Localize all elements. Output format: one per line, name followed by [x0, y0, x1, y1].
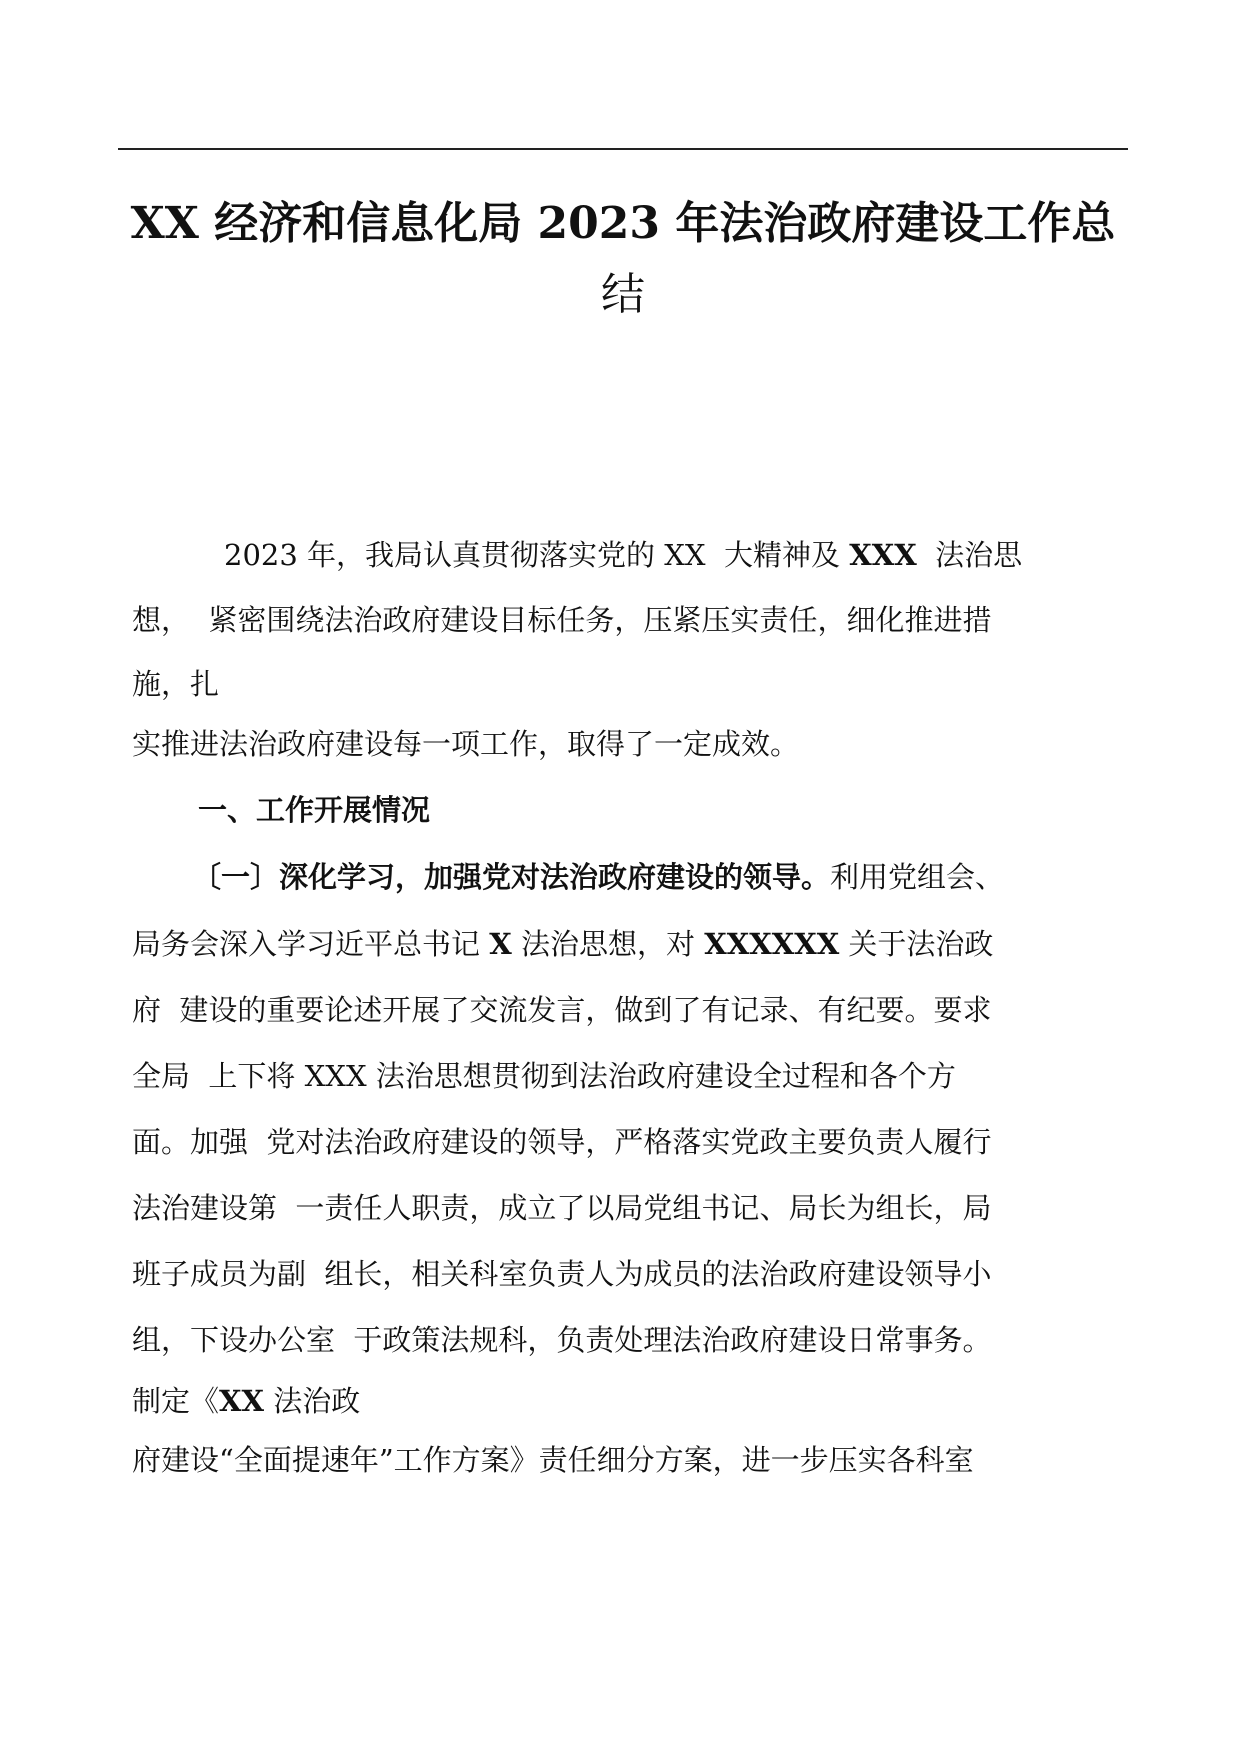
body-line-7: 组，下设办公室 于政策法规科，负责处理法治政府建设日常事务。 — [132, 1323, 992, 1357]
subsection-line-1 — [192, 857, 1192, 897]
text-segment: 法治政 — [264, 1384, 361, 1418]
section-heading: 一、工作开展情况 — [198, 793, 431, 827]
text-segment-bold: XXX — [849, 538, 917, 572]
paragraph-intro-line-1 — [132, 535, 1224, 575]
subsection-heading: 〔一〕深化学习，加强党对法治政府建设的领导。 — [192, 860, 831, 894]
text-segment: 法治思想，对 — [511, 927, 705, 961]
body-line-4: 面。加强 党对法治政府建设的领导，严格落实党政主要负责人履行 — [132, 1125, 992, 1159]
body-line-6: 班子成员为副 组长，相关科室负责人为成员的法治政府建设领导小 — [132, 1257, 992, 1291]
paragraph-intro-line-4: 实推进法治政府建设每一项工作，取得了一定成效。 — [132, 727, 800, 761]
body-line-9: 府建设“全面提速年”工作方案》责任细分方案，进一步压实各科室 — [132, 1443, 974, 1477]
body-line-5: 法治建设第 一责任人职责，成立了以局党组书记、局长为组长，局 — [132, 1191, 992, 1225]
body-line-8 — [132, 1381, 1132, 1421]
body-line-2: 府 建设的重要论述开展了交流发言，做到了有记录、有纪要。要求 — [132, 993, 992, 1027]
text-segment: 全局 上下将 — [132, 1059, 305, 1093]
text-segment: 局务会深入学习近平总书记 — [132, 927, 490, 961]
header-rule — [118, 148, 1128, 150]
text-segment-bold: XX — [219, 1384, 265, 1418]
text-segment: XXX — [304, 1059, 367, 1093]
text-segment: 2023 年，我局认真贯彻落实党的 XX 大精神及 — [224, 538, 850, 572]
text-segment: 制定《 — [132, 1384, 220, 1418]
text-segment-bold: X — [489, 927, 512, 961]
paragraph-intro-line-3: 施，扎 — [132, 667, 220, 701]
text-segment: 关于法治政 — [839, 927, 994, 961]
document-title-line-2: 结 — [601, 269, 645, 320]
text-segment: 法治思 — [916, 538, 1023, 572]
body-line-3 — [132, 1056, 1132, 1096]
text-segment-bold: XXXXXX — [704, 927, 840, 961]
document-title-line-1: XX 经济和信息化局 2023 年法治政府建设工作总 — [130, 198, 1116, 249]
paragraph-intro-line-2: 想， 紧密围绕法治政府建设目标任务，压紧压实责任，细化推进措 — [132, 603, 992, 637]
text-segment: 法治思想贯彻到法治政府建设全过程和各个方 — [366, 1059, 956, 1093]
text-segment: 利用党组会、 — [830, 860, 1005, 894]
body-line-1 — [132, 924, 1132, 964]
